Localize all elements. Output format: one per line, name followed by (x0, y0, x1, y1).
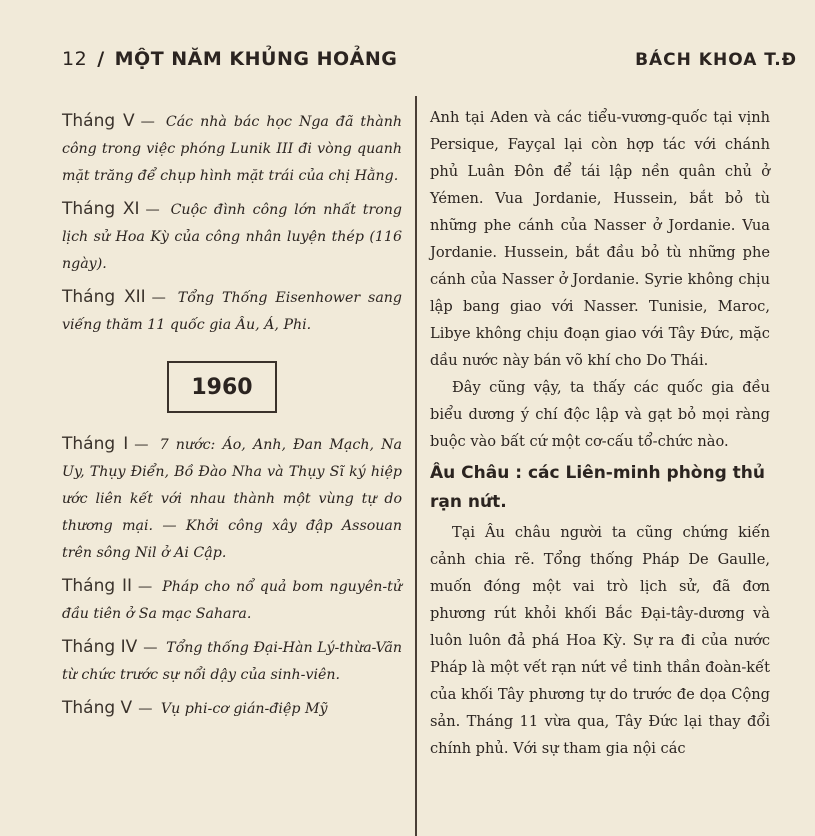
body-paragraph: Anh tại Aden và các tiểu-vương-quốc tại vịnh Persique, Fayçal lại còn hợp tác với chánh phủ Luân Đôn để tái lập nền quân chủ ở Yémen. Vua Jordanie, Hussein, bắt bỏ tù những phe cánh của Nasser ở Jordanie. Vua Jordanie. Hussein, bắt đầu bỏ tù những phe cánh của Nasser ở Jordanie. Syrie không chịu lập bang giao với Nasser. Tunisie, Maroc, Libye không chịu đoạn giao với Tây Đức, mặc dầu nước này bán võ khí cho Do Thái. (430, 109, 770, 369)
entry-month: Tháng XII (62, 287, 146, 307)
entry-text: Pháp cho nổ quả bom nguyên-tử đầu tiên ở Sa mạc Sahara. (62, 579, 402, 622)
entry-month: Tháng V (62, 111, 135, 131)
entry-month: Tháng I (62, 434, 129, 454)
entry-month: Tháng II (62, 576, 133, 596)
timeline-entry: Tháng V — Các nhà bác học Nga đã thành công trong việc phóng Lunik III đi vòng quanh mặt trăng để chụp hình mặt trái của chị Hằng. (62, 111, 402, 184)
column-divider (415, 96, 417, 836)
timeline-entry: Tháng II — Pháp cho nổ quả bom nguyên-tử đầu tiên ở Sa mạc Sahara. (62, 576, 402, 622)
entry-month: Tháng V (62, 698, 133, 718)
right-column (430, 104, 770, 762)
entry-month: Tháng IV (62, 637, 138, 657)
entry-text: Tổng Thống Eisenhower sang viếng thăm 11 quốc gia Âu, Á, Phi. (62, 290, 403, 333)
entry-text: Cuộc đình công lớn nhất trong lịch sử Hoa Kỳ của công nhân luyện thép (116 ngày). (62, 202, 402, 272)
entry-text: Tổng thống Đại-Hàn Lý-thừa-Vãn từ chức trước sự nổi dậy của sinh-viên. (62, 640, 402, 683)
entry-text: 7 nước: Áo, Anh, Đan Mạch, Na Uy, Thụy Điển, Bồ Đào Nha và Thụy Sĩ ký hiệp ước liên kết với nhau thành một vùng tự do thương mại. — Khởi công xây đập Assouan trên sông Nil ở Ai Cập. (62, 437, 403, 561)
left-column (62, 108, 402, 729)
running-head-left (62, 48, 397, 70)
timeline-entry: Tháng IV — Tổng thống Đại-Hàn Lý-thừa-Vãn từ chức trước sự nổi dậy của sinh-viên. (62, 637, 402, 683)
entry-text: Các nhà bác học Nga đã thành công trong việc phóng Lunik III đi vòng quanh mặt trăng để chụp hình mặt trái của chị Hằng. (62, 114, 402, 184)
page-number: 12 (62, 48, 88, 70)
header-separator: / (97, 48, 105, 70)
entry-text: Vụ phi-cơ gián-điệp Mỹ (160, 701, 328, 717)
timeline-entry: Tháng V — Vụ phi-cơ gián-điệp Mỹ (62, 698, 328, 718)
section-heading: Âu Châu : các Liên-minh phòng thủ rạn nứt. (430, 463, 765, 512)
publication-title: BÁCH KHOA T.Đ (635, 50, 797, 70)
timeline-entry: Tháng XII — Tổng Thống Eisenhower sang viếng thăm 11 quốc gia Âu, Á, Phi. (62, 287, 403, 333)
entry-month: Tháng XI (62, 199, 140, 219)
year-box: 1960 (167, 361, 277, 413)
body-paragraph: Đây cũng vậy, ta thấy các quốc gia đều biểu dương ý chí độc lập và gạt bỏ mọi ràng buộc vào bất cứ một cơ-cấu tổ-chức nào. (430, 379, 770, 450)
timeline-entry: Tháng I — 7 nước: Áo, Anh, Đan Mạch, Na Uy, Thụy Điển, Bồ Đào Nha và Thụy Sĩ ký hiệp ước liên kết với nhau thành một vùng tự do thương mại. — Khởi công xây đập Assouan trên sông Nil ở Ai Cập. (62, 434, 403, 561)
page-header (62, 48, 797, 78)
chapter-title: MỘT NĂM KHỦNG HOẢNG (114, 48, 398, 70)
timeline-entry: Tháng XI — Cuộc đình công lớn nhất trong lịch sử Hoa Kỳ của công nhân luyện thép (116 ngày). (62, 199, 402, 272)
body-paragraph: Tại Âu châu người ta cũng chứng kiến cảnh chia rẽ. Tổng thống Pháp De Gaulle, muốn đóng một vai trò lịch sử, đã đơn phương rút khỏi khối Bắc Đại-tây-dương và luôn luôn đả phá Hoa Kỳ. Sự ra đi của nước Pháp là một vết rạn nứt về tinh thần đoàn-kết của khối Tây phương tự do trước đe dọa Cộng sản. Tháng 11 vừa qua, Tây Đức lại thay đổi chính phủ. Với sự tham gia nội các (430, 524, 770, 757)
